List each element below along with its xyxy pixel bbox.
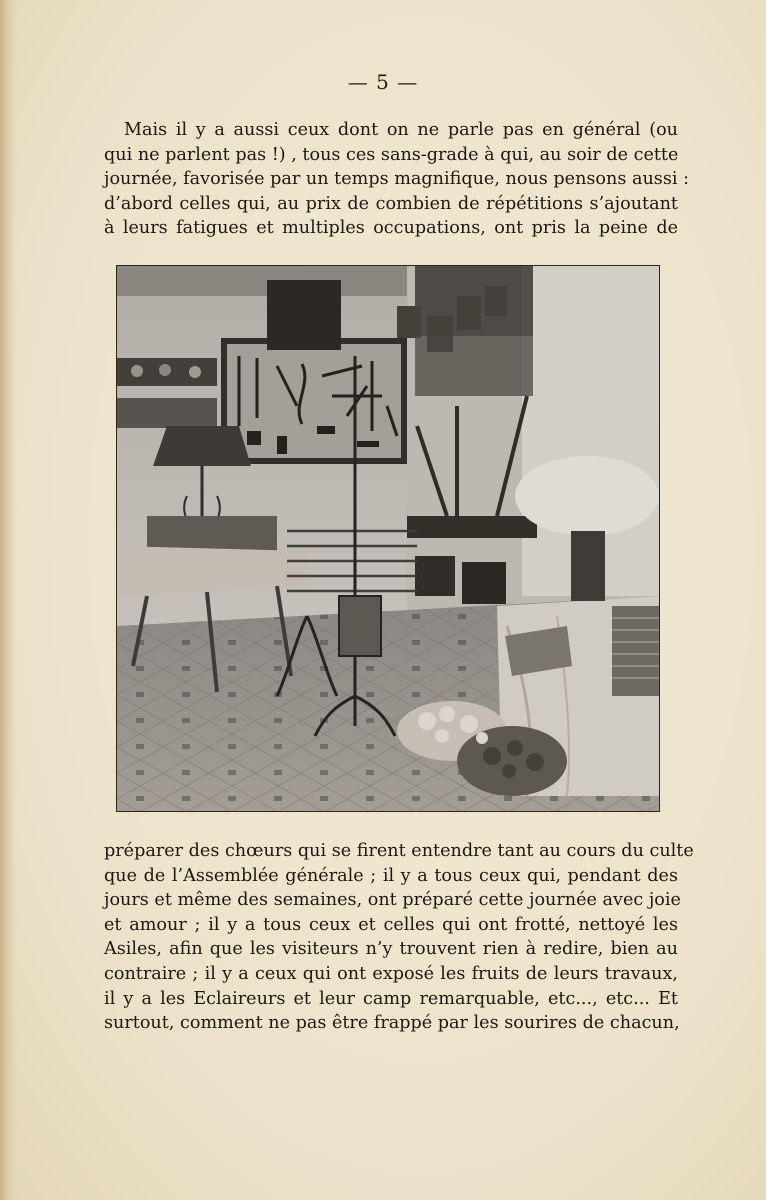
- text-line: à leurs fatigues et multiples occupations, ont pris la peine de: [104, 218, 678, 239]
- exhibition-photo: [116, 265, 660, 812]
- paragraph-1: [104, 118, 690, 241]
- text-line: préparer des chœurs qui se firent entendre tant au cours du culte: [104, 841, 694, 861]
- page-number: — 5 —: [347, 70, 419, 94]
- exhibition-photo-illustration: [117, 266, 660, 812]
- text-line: contraire ; il y a ceux qui ont exposé les fruits de leurs travaux,: [104, 963, 678, 984]
- text-line: d’abord celles qui, au prix de combien de répétitions s’ajoutant: [104, 193, 678, 214]
- text-line: journée, favorisée par un temps magnifique, nous pensons aussi :: [104, 169, 690, 190]
- text-line: qui ne parlent pas !) , tous ces sans-grade à qui, au soir de cette: [104, 144, 679, 165]
- text-line: que de l’Assemblée générale ; il y a tous ceux qui, pendant des: [104, 865, 678, 886]
- text-line: Asiles, afin que les visiteurs n’y trouvent rien à redire, bien au: [104, 939, 678, 960]
- text-line: Mais il y a aussi ceux dont on ne parle pas en général (ou: [124, 120, 678, 140]
- text-line: et amour ; il y a tous ceux et celles qui ont frotté, nettoyé les: [104, 914, 678, 935]
- paragraph-2: [104, 839, 694, 1036]
- text-line: surtout, comment ne pas être frappé par les sourires de chacun,: [104, 1013, 680, 1034]
- text-line: jours et même des semaines, ont préparé cette journée avec joie: [104, 890, 681, 911]
- page-edge-shadow: [0, 0, 16, 1200]
- text-line: il y a les Eclaireurs et leur camp remarquable, etc..., etc... Et: [104, 988, 678, 1009]
